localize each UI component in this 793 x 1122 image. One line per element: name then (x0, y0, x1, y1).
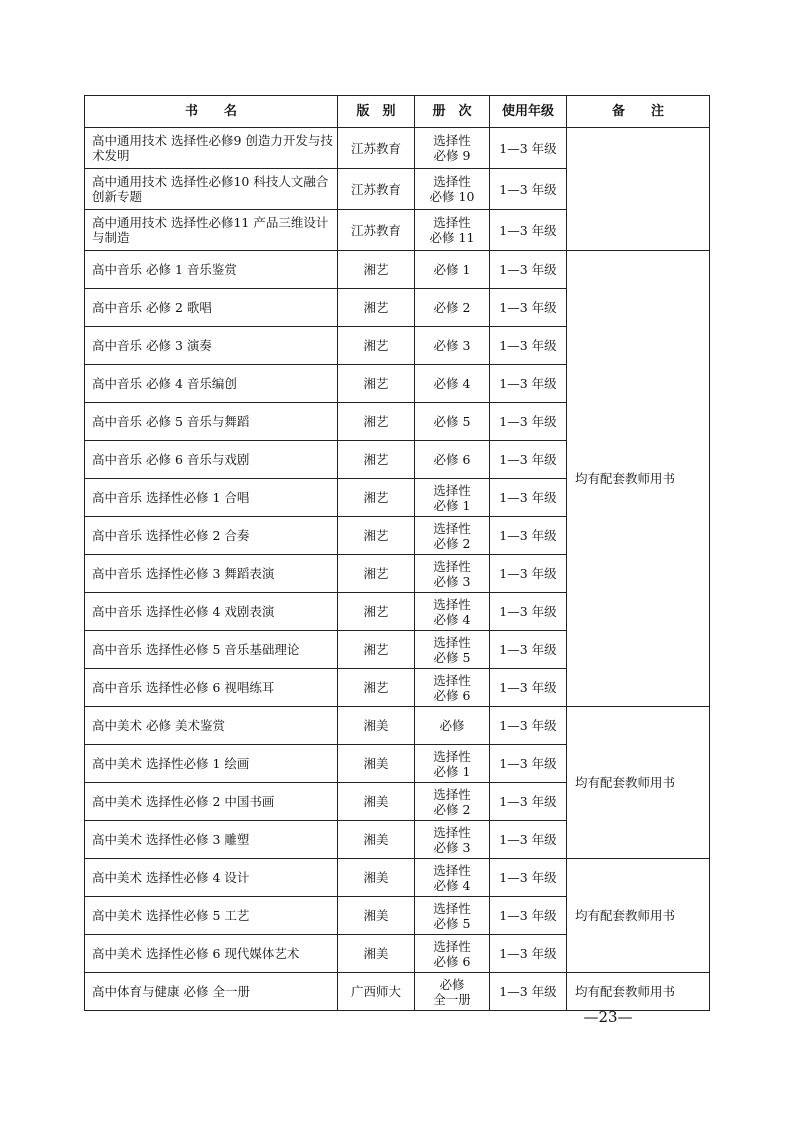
book-title-cell: 高中音乐 选择性必修 4 戏剧表演 (85, 593, 338, 631)
remark-cell: 均有配套教师用书 (567, 251, 710, 707)
grade-cell: 1—3 年级 (490, 210, 567, 251)
book-title-cell: 高中美术 选择性必修 5 工艺 (85, 897, 338, 935)
table-body (85, 128, 710, 1011)
volume-cell: 选择性 必修 11 (415, 210, 490, 251)
publisher-cell: 湘美 (338, 897, 415, 935)
grade-cell: 1—3 年级 (490, 897, 567, 935)
volume-cell: 必修 全一册 (415, 973, 490, 1011)
grade-cell: 1—3 年级 (490, 935, 567, 973)
volume-cell: 选择性 必修 6 (415, 669, 490, 707)
book-title-cell: 高中音乐 选择性必修 1 合唱 (85, 479, 338, 517)
volume-cell: 选择性 必修 4 (415, 859, 490, 897)
volume-cell: 必修 5 (415, 403, 490, 441)
volume-cell: 必修 6 (415, 441, 490, 479)
grade-cell: 1—3 年级 (490, 327, 567, 365)
publisher-cell: 江苏教育 (338, 128, 415, 169)
table-row (85, 973, 710, 1011)
volume-cell: 必修 2 (415, 289, 490, 327)
book-title-cell: 高中美术 选择性必修 1 绘画 (85, 745, 338, 783)
remark-cell: 均有配套教师用书 (567, 859, 710, 973)
table-row (85, 128, 710, 169)
publisher-cell: 湘艺 (338, 251, 415, 289)
publisher-cell: 湘艺 (338, 669, 415, 707)
publisher-cell: 湘美 (338, 859, 415, 897)
textbook-table (84, 95, 710, 1011)
volume-cell: 选择性 必修 10 (415, 169, 490, 210)
header-publisher: 版 别 (338, 96, 415, 128)
book-title-cell: 高中音乐 必修 4 音乐编创 (85, 365, 338, 403)
table-header-row (85, 96, 710, 128)
publisher-cell: 湘美 (338, 935, 415, 973)
volume-cell: 选择性 必修 5 (415, 631, 490, 669)
table-row (85, 859, 710, 897)
book-title-cell: 高中音乐 必修 2 歌唱 (85, 289, 338, 327)
book-title-cell: 高中美术 选择性必修 2 中国书画 (85, 783, 338, 821)
book-title-cell: 高中音乐 选择性必修 2 合奏 (85, 517, 338, 555)
book-title-cell: 高中音乐 必修 1 音乐鉴赏 (85, 251, 338, 289)
grade-cell: 1—3 年级 (490, 403, 567, 441)
header-volume: 册 次 (415, 96, 490, 128)
volume-cell: 必修 1 (415, 251, 490, 289)
volume-cell: 选择性 必修 9 (415, 128, 490, 169)
table-row (85, 707, 710, 745)
grade-cell: 1—3 年级 (490, 973, 567, 1011)
grade-cell: 1—3 年级 (490, 593, 567, 631)
book-title-cell: 高中美术 选择性必修 3 雕塑 (85, 821, 338, 859)
publisher-cell: 湘艺 (338, 593, 415, 631)
publisher-cell: 湘艺 (338, 327, 415, 365)
publisher-cell: 湘美 (338, 707, 415, 745)
book-title-cell: 高中音乐 必修 6 音乐与戏剧 (85, 441, 338, 479)
grade-cell: 1—3 年级 (490, 251, 567, 289)
grade-cell: 1—3 年级 (490, 707, 567, 745)
grade-cell: 1—3 年级 (490, 365, 567, 403)
grade-cell: 1—3 年级 (490, 859, 567, 897)
book-title-cell: 高中音乐 选择性必修 6 视唱练耳 (85, 669, 338, 707)
remark-cell: 均有配套教师用书 (567, 973, 710, 1011)
book-title-cell: 高中美术 选择性必修 4 设计 (85, 859, 338, 897)
book-title-cell: 高中音乐 必修 5 音乐与舞蹈 (85, 403, 338, 441)
header-title: 书 名 (85, 96, 338, 128)
volume-cell: 选择性 必修 5 (415, 897, 490, 935)
volume-cell: 选择性 必修 6 (415, 935, 490, 973)
publisher-cell: 广西师大 (338, 973, 415, 1011)
publisher-cell: 湘美 (338, 745, 415, 783)
publisher-cell: 湘艺 (338, 365, 415, 403)
publisher-cell: 湘艺 (338, 555, 415, 593)
volume-cell: 必修 4 (415, 365, 490, 403)
grade-cell: 1—3 年级 (490, 128, 567, 169)
grade-cell: 1—3 年级 (490, 669, 567, 707)
grade-cell: 1—3 年级 (490, 441, 567, 479)
volume-cell: 选择性 必修 3 (415, 821, 490, 859)
publisher-cell: 江苏教育 (338, 169, 415, 210)
grade-cell: 1—3 年级 (490, 555, 567, 593)
volume-cell: 选择性 必修 3 (415, 555, 490, 593)
book-title-cell: 高中通用技术 选择性必修9 创造力开发与技术发明 (85, 128, 338, 169)
book-title-cell: 高中体育与健康 必修 全一册 (85, 973, 338, 1011)
book-title-cell: 高中音乐 必修 3 演奏 (85, 327, 338, 365)
publisher-cell: 湘艺 (338, 403, 415, 441)
grade-cell: 1—3 年级 (490, 783, 567, 821)
publisher-cell: 湘美 (338, 821, 415, 859)
publisher-cell: 湘美 (338, 783, 415, 821)
table-row (85, 251, 710, 289)
book-title-cell: 高中美术 必修 美术鉴赏 (85, 707, 338, 745)
volume-cell: 选择性 必修 2 (415, 517, 490, 555)
grade-cell: 1—3 年级 (490, 517, 567, 555)
grade-cell: 1—3 年级 (490, 479, 567, 517)
grade-cell: 1—3 年级 (490, 745, 567, 783)
volume-cell: 选择性 必修 4 (415, 593, 490, 631)
publisher-cell: 湘艺 (338, 441, 415, 479)
remark-cell (567, 128, 710, 251)
book-title-cell: 高中美术 选择性必修 6 现代媒体艺术 (85, 935, 338, 973)
header-remark: 备 注 (567, 96, 710, 128)
grade-cell: 1—3 年级 (490, 631, 567, 669)
publisher-cell: 湘艺 (338, 631, 415, 669)
book-title-cell: 高中音乐 选择性必修 3 舞蹈表演 (85, 555, 338, 593)
volume-cell: 选择性 必修 2 (415, 783, 490, 821)
page-number: —23— (583, 1008, 633, 1026)
volume-cell: 选择性 必修 1 (415, 745, 490, 783)
publisher-cell: 江苏教育 (338, 210, 415, 251)
grade-cell: 1—3 年级 (490, 821, 567, 859)
book-title-cell: 高中音乐 选择性必修 5 音乐基础理论 (85, 631, 338, 669)
grade-cell: 1—3 年级 (490, 169, 567, 210)
volume-cell: 必修 3 (415, 327, 490, 365)
volume-cell: 必修 (415, 707, 490, 745)
header-grade: 使用年级 (490, 96, 567, 128)
remark-cell: 均有配套教师用书 (567, 707, 710, 859)
publisher-cell: 湘艺 (338, 289, 415, 327)
book-title-cell: 高中通用技术 选择性必修10 科技人文融合创新专题 (85, 169, 338, 210)
grade-cell: 1—3 年级 (490, 289, 567, 327)
publisher-cell: 湘艺 (338, 479, 415, 517)
book-title-cell: 高中通用技术 选择性必修11 产品三维设计与制造 (85, 210, 338, 251)
publisher-cell: 湘艺 (338, 517, 415, 555)
volume-cell: 选择性 必修 1 (415, 479, 490, 517)
